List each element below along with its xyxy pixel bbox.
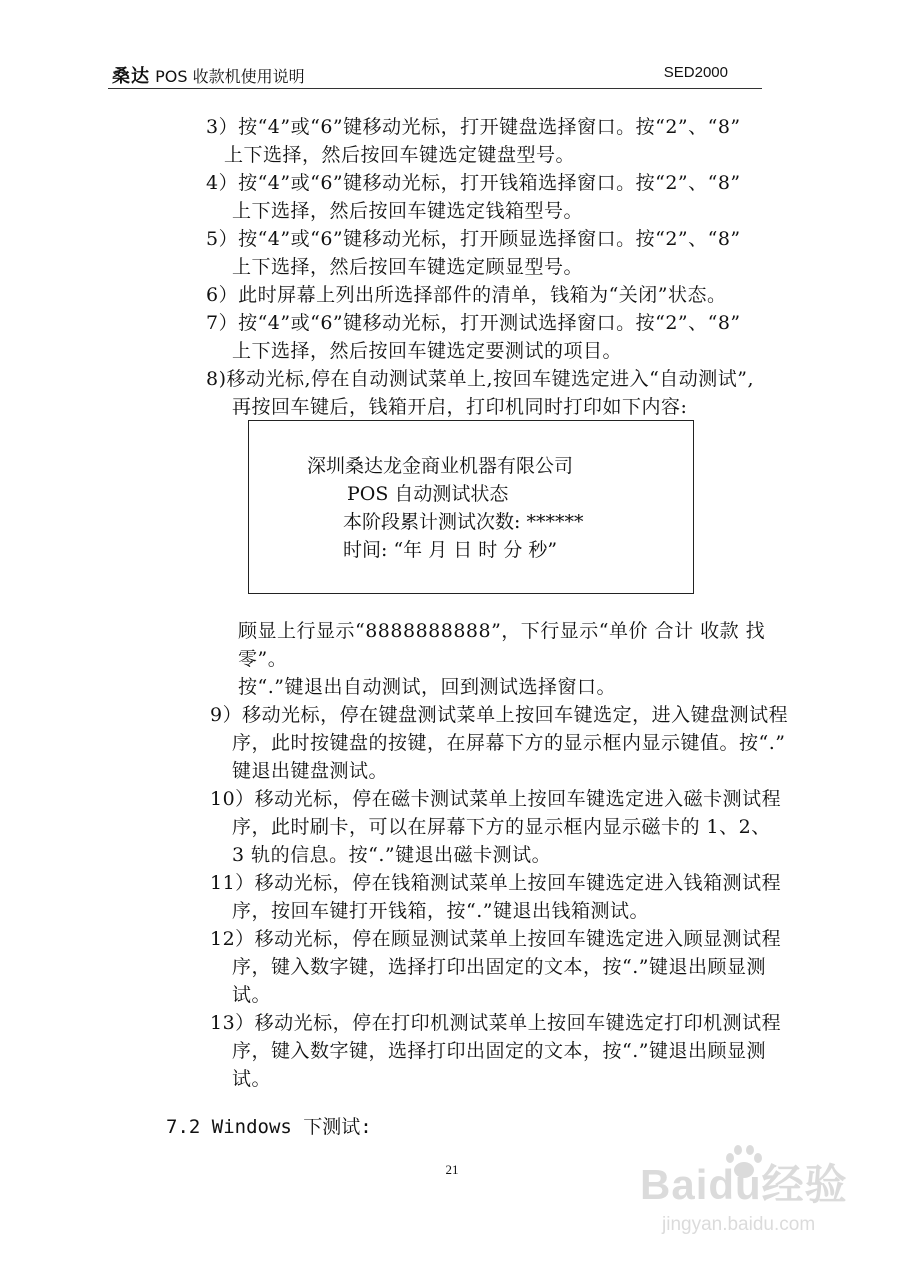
page-number: 21	[445, 1162, 459, 1177]
baidu-watermark	[640, 1142, 870, 1252]
text-line: 上下选择，然后按回车键选定顾显型号。	[232, 256, 584, 278]
watermark-url: jingyan.baidu.com	[662, 1214, 816, 1235]
text-line: 上下选择，然后按回车键选定键盘型号。	[224, 144, 576, 166]
text-line: 序，按回车键打开钱箱，按“.”键退出钱箱测试。	[232, 900, 649, 922]
text-line: 再按回车键后，钱箱开启，打印机同时打印如下内容:	[232, 396, 688, 418]
document-title	[112, 62, 305, 88]
text-line: 序，此时刷卡，可以在屏幕下方的显示框内显示磁卡的 1、2、	[232, 816, 771, 838]
text-line: 3 轨的信息。按“.”键退出磁卡测试。	[232, 844, 552, 866]
text-line: 键退出键盘测试。	[232, 760, 389, 782]
print-output-box	[248, 420, 694, 594]
text-line: 6）此时屏幕上列出所选择部件的清单，钱箱为“关闭”状态。	[206, 284, 727, 306]
print-line: 本阶段累计测试次数: ******	[343, 511, 584, 533]
text-line: 3）按“4”或“6”键移动光标，打开键盘选择窗口。按“2”、“8”	[206, 116, 741, 138]
text-line: 13）移动光标，停在打印机测试菜单上按回车键选定打印机测试程	[210, 1012, 782, 1034]
watermark-logo: Baidu经验	[640, 1161, 848, 1208]
text-line: 5）按“4”或“6”键移动光标，打开顾显选择窗口。按“2”、“8”	[206, 228, 741, 250]
text-line: 序，此时按键盘的按键，在屏幕下方的显示框内显示键值。按“.”	[232, 732, 786, 754]
model-number: SED2000	[663, 64, 728, 81]
text-line: 9）移动光标，停在键盘测试菜单上按回车键选定，进入键盘测试程	[210, 704, 789, 726]
text-line: 序，键入数字键，选择打印出固定的文本，按“.”键退出顾显测	[232, 1040, 766, 1062]
text-line: 4）按“4”或“6”键移动光标，打开钱箱选择窗口。按“2”、“8”	[206, 172, 741, 194]
text-line: 10）移动光标，停在磁卡测试菜单上按回车键选定进入磁卡测试程	[210, 788, 782, 810]
manual-title: POS 收款机使用说明	[150, 67, 305, 86]
text-line: 按“.”键退出自动测试，回到测试选择窗口。	[238, 676, 616, 698]
text-line: 零”。	[238, 648, 288, 670]
text-line: 11）移动光标，停在钱箱测试菜单上按回车键选定进入钱箱测试程	[210, 872, 782, 894]
text-line: 8)移动光标,停在自动测试菜单上,按回车键选定进入“自动测试”,	[206, 368, 755, 390]
section-heading: 7.2 Windows 下测试:	[166, 1116, 372, 1138]
header-divider	[108, 88, 762, 89]
text-line: 12）移动光标，停在顾显测试菜单上按回车键选定进入顾显测试程	[210, 928, 782, 950]
text-line: 7）按“4”或“6”键移动光标，打开测试选择窗口。按“2”、“8”	[206, 312, 741, 334]
print-line: 深圳桑达龙金商业机器有限公司	[307, 455, 574, 477]
text-line: 序，键入数字键，选择打印出固定的文本，按“.”键退出顾显测	[232, 956, 766, 978]
brand-name: 桑达	[112, 66, 150, 87]
text-line: 上下选择，然后按回车键选定钱箱型号。	[232, 200, 584, 222]
print-line: 时间: “年 月 日 时 分 秒”	[343, 539, 558, 561]
text-line: 顾显上行显示“8888888888”，下行显示“单价 合计 收款 找	[238, 620, 766, 642]
text-line: 上下选择，然后按回车键选定要测试的项目。	[232, 340, 623, 362]
text-line: 试。	[232, 984, 272, 1006]
text-line: 试。	[232, 1068, 272, 1090]
print-line: POS 自动测试状态	[347, 483, 509, 505]
